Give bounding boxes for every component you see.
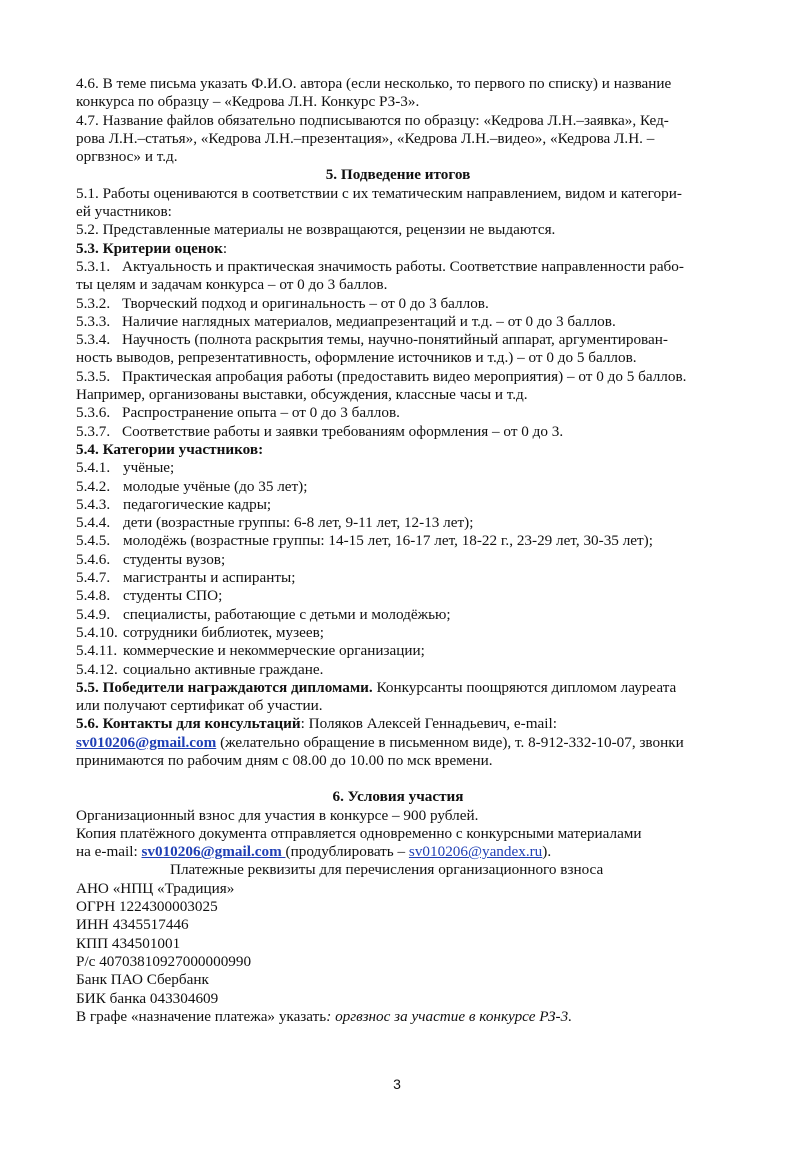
- contacts-line-2: [76, 734, 720, 752]
- paragraph-5-2: 5.2. Представленные материалы не возвращаются, рецензии не выдаются.: [76, 221, 556, 239]
- paragraph-4-6-line-1: 4.6. В теме письма указать Ф.И.О. автора (если несколько, то первого по списку) и название: [76, 75, 672, 92]
- contacts-line-1: [76, 715, 720, 733]
- category-item: [76, 624, 720, 642]
- category-number: 5.4.4.: [76, 514, 111, 532]
- requisite-line: ИНН 4345517446: [76, 916, 189, 934]
- category-item: [76, 587, 720, 605]
- requisite-line: Р/с 40703810927000000990: [76, 952, 252, 970]
- criteria-number: 5.3.1.: [76, 257, 111, 275]
- category-text: магистранты и аспиранты;: [123, 569, 296, 587]
- criteria-item: [76, 258, 720, 276]
- criteria-heading-colon: :: [222, 239, 228, 257]
- paragraph-5-1-line-2: ей участников:: [76, 203, 172, 221]
- copy-email-link-2[interactable]: sv010206@yandex.ru: [408, 843, 543, 861]
- criteria-heading: 5.3. Критерии оценок: [76, 239, 223, 257]
- criteria-item-continuation: ность выводов, репрезентативность, оформление источников и т.д.) – от 0 до 5 баллов.: [76, 349, 637, 367]
- category-number: 5.4.7.: [76, 569, 111, 587]
- category-item: [76, 551, 720, 569]
- payment-purpose: [76, 1008, 720, 1026]
- payment-purpose-text: : оргвзнос за участие в конкурсе РЗ-3.: [326, 1007, 573, 1025]
- criteria-number: 5.3.3.: [76, 312, 111, 330]
- category-item: [76, 478, 720, 496]
- requisite-line: Банк ПАО Сбербанк: [76, 971, 209, 989]
- category-item: [76, 642, 720, 660]
- copy-mid: (продублировать –: [285, 843, 409, 861]
- paragraph-4-7-line-2: рова Л.Н.–статья», «Кедрова Л.Н.–презентация», «Кедрова Л.Н.–видео», «Кедрова Л.Н. –: [76, 129, 655, 147]
- contacts-text: : Поляков Алексей Геннадьевич, e-mail:: [300, 715, 557, 733]
- requisites-heading: Платежные реквизиты для перечисления организационного взноса: [170, 861, 604, 879]
- criteria-item-continuation: Например, организованы выставки, обсуждения, классные часы и т.д.: [76, 386, 528, 404]
- category-text: молодёжь (возрастные группы: 14-15 лет, 16-17 лет, 18-22 г., 23-29 лет, 30-35 лет);: [123, 532, 653, 550]
- contacts-email-link[interactable]: sv010206@gmail.com: [76, 733, 217, 751]
- requisite-line: БИК банка 043304609: [76, 989, 219, 1007]
- criteria-number: 5.3.5.: [76, 367, 111, 385]
- category-number: 5.4.9.: [76, 605, 111, 623]
- criteria-text: Распространение опыта – от 0 до 3 баллов.: [122, 404, 400, 422]
- category-number: 5.4.2.: [76, 477, 111, 495]
- copy-text-line-2: [76, 843, 720, 861]
- fee-text: Организационный взнос для участия в конкурсе – 900 рублей.: [76, 806, 479, 824]
- paragraph-4-6-line-2: конкурса по образцу – «Кедрова Л.Н. Конкурс РЗ-3».: [76, 93, 420, 111]
- category-item: [76, 496, 720, 514]
- payment-purpose-prefix: В графе «назначение платежа» указать: [76, 1007, 327, 1025]
- criteria-number: 5.3.7.: [76, 422, 111, 440]
- category-text: студенты СПО;: [123, 587, 223, 605]
- criteria-item: [76, 331, 720, 349]
- copy-text-line-1: Копия платёжного документа отправляется одновременно с конкурсными материалами: [76, 824, 642, 842]
- document-page: [76, 75, 720, 1026]
- copy-email-link[interactable]: sv010206@gmail.com: [141, 843, 286, 861]
- copy-prefix: на e-mail:: [76, 843, 142, 861]
- category-number: 5.4.8.: [76, 587, 111, 605]
- requisites-list: [76, 880, 720, 1008]
- requisite-line: АНО «НПЦ «Традиция»: [76, 879, 235, 897]
- criteria-text: Творческий подход и оригинальность – от 0 до 3 баллов.: [122, 294, 489, 312]
- category-text: студенты вузов;: [123, 550, 226, 568]
- category-item: [76, 514, 720, 532]
- criteria-text: Соответствие работы и заявки требованиям оформления – от 0 до 3.: [122, 422, 564, 440]
- section-gap: [76, 770, 720, 788]
- category-number: 5.4.6.: [76, 550, 111, 568]
- category-number: 5.4.1.: [76, 459, 111, 477]
- section-6-title: 6. Условия участия: [332, 788, 464, 806]
- page-number: 3: [393, 1076, 401, 1092]
- category-number: 5.4.10.: [76, 623, 118, 641]
- criteria-number: 5.3.4.: [76, 331, 111, 349]
- contacts-text: (желательно обращение в письменном виде), т. 8-912-332-10-07, звонки: [216, 733, 684, 751]
- category-item: [76, 532, 720, 550]
- copy-end: ).: [542, 843, 552, 861]
- criteria-heading-line: [76, 240, 720, 258]
- category-number: 5.4.12.: [76, 660, 118, 678]
- category-number: 5.4.11.: [76, 642, 118, 660]
- criteria-text: Актуальность и практическая значимость работы. Соответствие направленности рабо-: [122, 257, 684, 275]
- criteria-list: [76, 258, 720, 441]
- criteria-item: [76, 295, 720, 313]
- paragraph-5-1-line-1: 5.1. Работы оцениваются в соответствии с их тематическим направлением, видом и категори-: [76, 184, 682, 202]
- category-text: социально активные граждане.: [123, 660, 324, 678]
- criteria-text: Практическая апробация работы (предоставить видео мероприятия) – от 0 до 5 баллов.: [122, 367, 687, 385]
- paragraph-4-7-line-3: оргвзнос» и т.д.: [76, 148, 178, 166]
- contacts-line-3: принимаются по рабочим дням с 08.00 до 10.00 по мск времени.: [76, 751, 493, 769]
- category-text: специалисты, работающие с детьми и молодёжью;: [123, 605, 451, 623]
- criteria-item-continuation: ты целям и задачам конкурса – от 0 до 3 баллов.: [76, 276, 388, 294]
- winners-line-1: [76, 679, 720, 697]
- category-text: сотрудники библиотек, музеев;: [123, 623, 325, 641]
- category-text: учёные;: [123, 459, 175, 477]
- criteria-item: [76, 404, 720, 422]
- category-item: [76, 606, 720, 624]
- categories-list: [76, 459, 720, 679]
- category-text: педагогические кадры;: [123, 495, 272, 513]
- criteria-text: Научность (полнота раскрытия темы, научно-понятийный аппарат, аргументирован-: [122, 331, 668, 349]
- category-item: [76, 569, 720, 587]
- criteria-item: [76, 313, 720, 331]
- category-number: 5.4.3.: [76, 495, 111, 513]
- category-text: коммерческие и некоммерческие организации;: [123, 642, 425, 660]
- winners-line-2: или получают сертификат об участии.: [76, 697, 323, 715]
- category-number: 5.4.5.: [76, 532, 111, 550]
- paragraph-4-7-line-1: 4.7. Название файлов обязательно подписываются по образцу: «Кедрова Л.Н.–заявка», Кед-: [76, 111, 669, 129]
- winners-text: Конкурсанты поощряются дипломом лауреата: [372, 678, 677, 696]
- category-item: [76, 459, 720, 477]
- criteria-text: Наличие наглядных материалов, медиапрезентаций и т.д. – от 0 до 3 баллов.: [122, 312, 616, 330]
- criteria-number: 5.3.6.: [76, 404, 111, 422]
- contacts-heading: 5.6. Контакты для консультаций: [76, 715, 301, 733]
- category-text: молодые учёные (до 35 лет);: [123, 477, 308, 495]
- criteria-item: [76, 368, 720, 386]
- criteria-item: [76, 423, 720, 441]
- section-5-title: 5. Подведение итогов: [325, 166, 471, 184]
- category-text: дети (возрастные группы: 6-8 лет, 9-11 лет, 12-13 лет);: [123, 514, 474, 532]
- winners-heading: 5.5. Победители награждаются дипломами.: [76, 678, 373, 696]
- requisite-line: ОГРН 1224300003025: [76, 898, 218, 916]
- category-item: [76, 661, 720, 679]
- criteria-number: 5.3.2.: [76, 294, 111, 312]
- categories-heading: 5.4. Категории участников:: [76, 440, 264, 458]
- requisite-line: КПП 434501001: [76, 934, 181, 952]
